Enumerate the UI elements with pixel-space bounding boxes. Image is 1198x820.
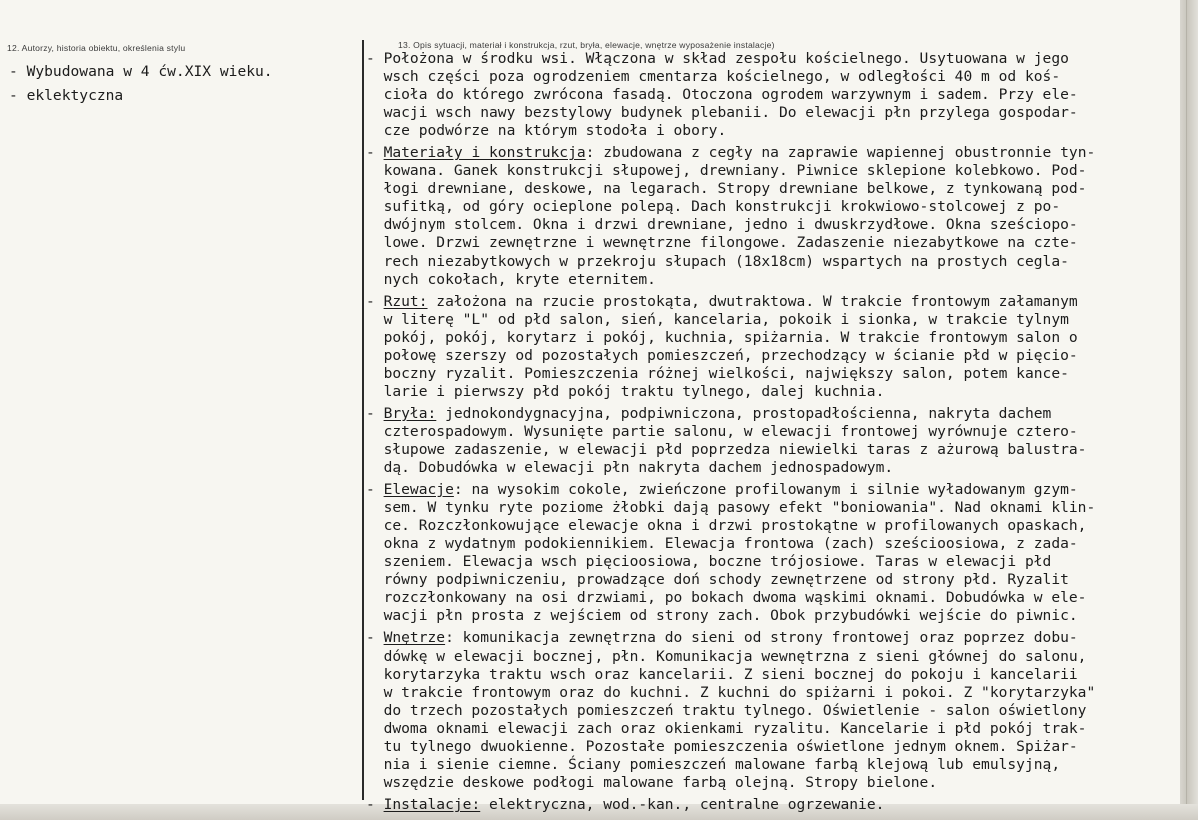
section-text-line: nych cokołach, kryte eternitem. (366, 270, 656, 288)
section-text-line: tu tylnego dwuokienne. Pozostałe pomieszczenia oświetlone jednym oknem. Spiżar- (366, 737, 1078, 755)
section-text-line: sufitką, od góry ocieplone polepą. Dach konstrukcji krokwiowo-stolcowej z po- (366, 198, 1061, 216)
section-text-line: - Wnętrze: komunikacja zewnętrzna do sieni od strony frontowej oraz poprzez dobu- (366, 629, 1078, 647)
description-section (366, 796, 1176, 814)
section-text-line: słupowe zadaszenie, w elewacji płd poprzedza niewielki taras z ażurową balustra- (366, 440, 1087, 458)
section-text-line: rech niezabytkowych w przekroju słupach (18x18cm) wspartych na prostych cegla- (366, 252, 1069, 270)
section-text-line: dwoma oknami elewacji zach oraz okienkami ryzalitu. Kancelarie i płd pokój trak- (366, 719, 1087, 737)
section-text-line: sem. W tynku ryte poziome żłobki dają pasowy efekt "boniowania". Nad oknami klin- (366, 499, 1096, 517)
left-text-line: - Wybudowana w 4 ćw.XIX wieku. (9, 63, 273, 80)
section-text-line: równy podpiwniczeniu, prowadzące doń schody zewnętrzene od strony płd. Ryzalit (366, 571, 1069, 589)
section-text-line: wacji wsch nawy bezstylowy budynek plebanii. Do elewacji płn przylega gospodar- (366, 104, 1078, 122)
section-text-line: cioła do którego zwrócona fasadą. Otoczona ogrodem warzywnym i sadem. Przy ele- (366, 86, 1078, 104)
section-text-line: boczny ryzalit. Pomieszczenia różnej wielkości, największy salon, potem kance- (366, 364, 1069, 382)
section-heading: Instalacje: (383, 795, 481, 813)
section-text-line: - Instalacje: elektryczna, wod.-kan., centralne ogrzewanie. (366, 795, 885, 813)
section-text-line: - Materiały i konstrukcja: zbudowana z cegły na zaprawie wapiennej obustronnie tyn- (366, 144, 1096, 162)
section-text-line: wacji płn prosta z wejściem od strony zach. Obok przybudówki wejście do piwnic. (366, 607, 1078, 625)
section-text-line: larie i pierwszy płd pokój traktu tylnego, dalej kuchnia. (366, 382, 885, 400)
page-edge-line (1186, 0, 1187, 820)
section-text-line: - Elewacje: na wysokim cokole, zwieńczone profilowanym i silnie wyładowanym gzym- (366, 481, 1078, 499)
section-text-line: lowe. Drzwi zewnętrzne i wewnętrzne filongowe. Zadaszenie niezabytkowe na czte- (366, 234, 1078, 252)
section-text-line: ce. Rozczłonkowujące elewacje okna i drzwi prostokątne w profilowanych opaskach, (366, 517, 1087, 535)
section-heading: Rzut: (383, 292, 428, 310)
section-text-line: w literę "L" od płd salon, sień, kancelaria, pokoik i sionka, w trakcie tylnym (366, 310, 1069, 328)
section-heading: Elewacje (383, 481, 454, 499)
section-text-line: do trzech pozostałych pomieszczeń traktu tylnego. Oświetlenie - salon oświetlony (366, 701, 1087, 719)
section-text-line: połowę szerszy od pozostałych pomieszczeń, przechodzący w ścianie płd w pięcio- (366, 346, 1078, 364)
section-text-line: szeniem. Elewacja wsch pięcioosiowa, boczne trójosiowe. Taras w elewacji płd (366, 553, 1052, 571)
section-heading: Wnętrze (383, 629, 446, 647)
section-heading: Bryła: (383, 404, 437, 422)
section-heading: Materiały i konstrukcja (383, 144, 586, 162)
section-text-line: pokój, pokój, korytarz i pokój, kuchnia, spiżarnia. W trakcie frontowym salon o (366, 328, 1078, 346)
section-text-line: czterospadowym. Wysunięte partie salonu, w elewacji frontowej wyrównuje cztero- (366, 422, 1078, 440)
description-section (366, 50, 1176, 140)
description-section (366, 144, 1176, 288)
section-text-line: dówkę w elewacji bocznej, płn. Komunikacja wewnętrzna z sieni głównej do salonu, (366, 647, 1087, 665)
section-text-line: w trakcie frontowym oraz do kuchni. Z kuchni do spiżarni i pokoi. Z "korytarzyka" (366, 683, 1096, 701)
section-text-line: korytarzyka traktu wsch oraz kancelarii. Z sieni bocznej do pokoju i kancelarii (366, 665, 1078, 683)
left-column-text (9, 60, 354, 108)
section-text-line: dwójnym stolcem. Okna i drzwi drewniane, jedno i dwuskrzydłowe. Okna sześciopo- (366, 216, 1078, 234)
section-text-line: wszędzie deskowe podłogi malowane farbą olejną. Stropy bielone. (366, 773, 938, 791)
section-text-line: wsch części poza ogrodzeniem cmentarza kościelnego, w odległości 40 m od koś- (366, 68, 1061, 86)
right-column-text (366, 50, 1176, 818)
section-text-line: rozczłonkowany na osi drzwiami, po bokach dwoma wąskimi oknami. Dobudówka w ele- (366, 589, 1087, 607)
page-edge-right (1180, 0, 1198, 820)
right-column-header: 13. Opis sytuacji, materiał i konstrukcja, rzut, bryła, elewacje, wnętrze wyposażenie instalacje) (398, 40, 775, 50)
section-text-line: łogi drewniane, deskowe, na legarach. Stropy drewniane belkowe, z tynkowaną pod- (366, 180, 1087, 198)
section-text-line: cze podwórze na którym stodoła i obory. (366, 122, 727, 140)
section-text-line: nia i sienie ciemne. Ściany pomieszczeń malowane farbą klejową lub emulsyjną, (366, 755, 1061, 773)
description-section (366, 293, 1176, 401)
section-text-line: kowana. Ganek konstrukcji słupowej, drewniany. Piwnice sklepione kolebkowo. Pod- (366, 162, 1087, 180)
left-text-line: - eklektyczna (9, 87, 124, 104)
section-text-line: dą. Dobudówka w elewacji płn nakryta dachem jednospadowym. (366, 459, 894, 477)
description-section (366, 481, 1176, 625)
section-text-line: - Rzut: założona na rzucie prostokąta, dwutraktowa. W trakcie frontowym załamanym (366, 292, 1078, 310)
description-section (366, 629, 1176, 791)
section-text-line: - Bryła: jednokondygnacyjna, podpiwniczona, prostopadłościenna, nakryta dachem (366, 404, 1052, 422)
column-divider (362, 40, 364, 800)
description-section (366, 405, 1176, 477)
section-text-line: okna z wydatnym podokiennikiem. Elewacja frontowa (zach) sześcioosiowa, z zada- (366, 535, 1078, 553)
left-column-header: 12. Autorzy, historia obiektu, określenia stylu (7, 43, 186, 53)
section-text-line: - Położona w środku wsi. Włączona w skład zespołu kościelnego. Usytuowana w jego (366, 50, 1069, 67)
